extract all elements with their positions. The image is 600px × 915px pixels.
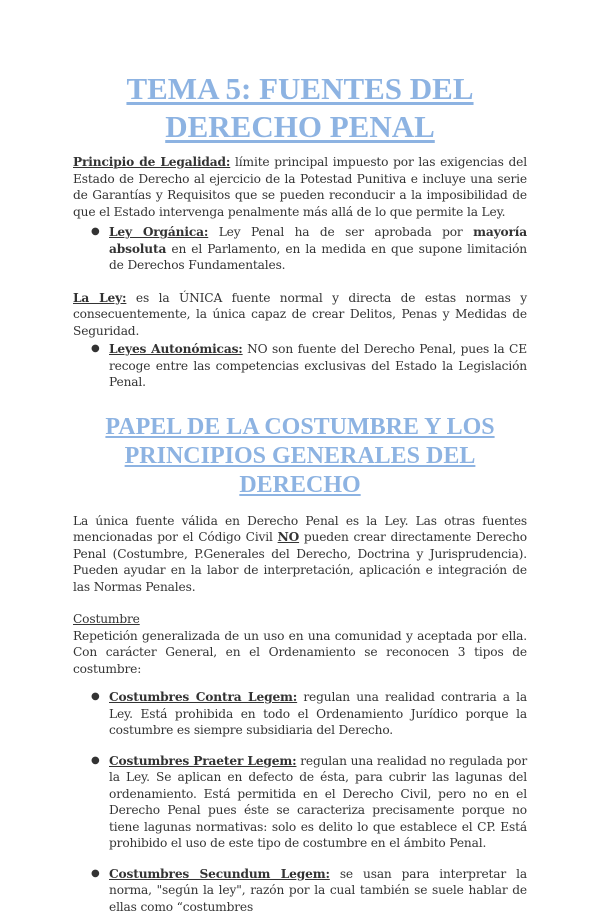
term-la-ley: La Ley:: [73, 291, 126, 305]
term-praeter-legem: Costumbres Praeter Legem:: [109, 754, 296, 768]
text-la-ley: es la ÚNICA fuente normal y directa de estas normas y consecuentemente, la única capaz de crear Delitos, Penas y Medidas de Seguridad.: [73, 291, 527, 338]
paragraph-la-ley: [73, 290, 527, 340]
section-heading-costumbre-principios: PAPEL DE LA COSTUMBRE Y LOS PRINCIPIOS GENERALES DEL DERECHO: [73, 413, 527, 500]
paragraph-principio-legalidad: [73, 154, 527, 220]
paragraph-unica-fuente: [73, 513, 527, 596]
term-leyes-autonomicas: Leyes Autonómicas:: [109, 342, 243, 356]
bold-mayoria-absoluta: mayoría absoluta: [109, 225, 527, 256]
term-contra-legem: Costumbres Contra Legem:: [109, 690, 297, 704]
bullet-icon: ●: [91, 341, 100, 358]
list-tipos-costumbre: [73, 689, 527, 915]
text-contra-legem: regulan una realidad contraria a la Ley. Está prohibida en todo el Ordenamiento Jurídico porque la costumbre es siempre subsidiaria del Derecho.: [109, 690, 527, 737]
list-ley-organica: [73, 224, 527, 274]
paragraph-costumbre-def: Repetición generalizada de un uso en una comunidad y aceptada por ella. Con carácter General, en el Ordenamiento se reconocen 3 tipos de costumbre:: [73, 628, 527, 678]
list-item: [109, 689, 527, 739]
term-ley-organica: Ley Orgánica:: [109, 225, 208, 239]
bullet-icon: ●: [91, 689, 100, 706]
text-praeter-legem: regulan una realidad no regulada por la Ley. Se aplican en defecto de ésta, para cubrir las lagunas del ordenamiento. Está permitida en el Derecho Civil, pero no en el Derecho Penal pues éste se caracteriza precisamente porque no tiene lagunas normativas: solo es delito lo que establece el CP. Está prohibido el uso de este tipo de costumbre en el ámbito Penal.: [109, 754, 527, 851]
subheading-costumbre: Costumbre: [73, 611, 527, 628]
text-principio-legalidad: límite principal impuesto por las exigencias del Estado de Derecho al ejercicio de la Potestad Punitiva e incluye una serie de Garantías y Requisitos que se pueden reconducir a la imposibilidad de que el Estado intervenga penalmente más allá de lo que permite la Ley.: [73, 155, 527, 219]
bullet-icon: ●: [91, 224, 100, 241]
text-unica-fuente-a: La única fuente válida en Derecho Penal es la Ley. Las otras fuentes mencionadas por el Código Civil: [73, 514, 527, 545]
term-principio-legalidad: Principio de Legalidad:: [73, 155, 230, 169]
list-leyes-autonomicas: [73, 341, 527, 391]
text-leyes-autonomicas: NO son fuente del Derecho Penal, pues la CE recoge entre las competencias exclusivas del Estado la Legislación Penal.: [109, 342, 527, 389]
text-ley-organica-b: en el Parlamento, en la medida en que supone limitación de Derechos Fundamentales.: [109, 242, 527, 273]
bullet-icon: ●: [91, 753, 100, 770]
bullet-icon: ●: [91, 866, 100, 883]
text-unica-fuente-b: pueden crear directamente Derecho Penal (Costumbre, P.Generales del Derecho, Doctrina y Jurisprudencia). Pueden ayudar en la labor de interpretación, aplicación e integración de las Normas Penales.: [73, 530, 527, 594]
list-item: [109, 224, 527, 274]
text-ley-organica-a: Ley Penal ha de ser aprobada por: [208, 225, 473, 239]
list-item: [109, 341, 527, 391]
emphasis-no: NO: [278, 530, 299, 544]
list-item: [109, 866, 527, 915]
text-secundum-legem: se usan para interpretar la norma, "según la ley", razón por la cual también se suele hablar de ellas como “costumbres: [109, 867, 527, 914]
list-item: [109, 753, 527, 852]
page-title: TEMA 5: FUENTES DEL DERECHO PENAL: [73, 0, 527, 146]
term-secundum-legem: Costumbres Secundum Legem:: [109, 867, 330, 881]
